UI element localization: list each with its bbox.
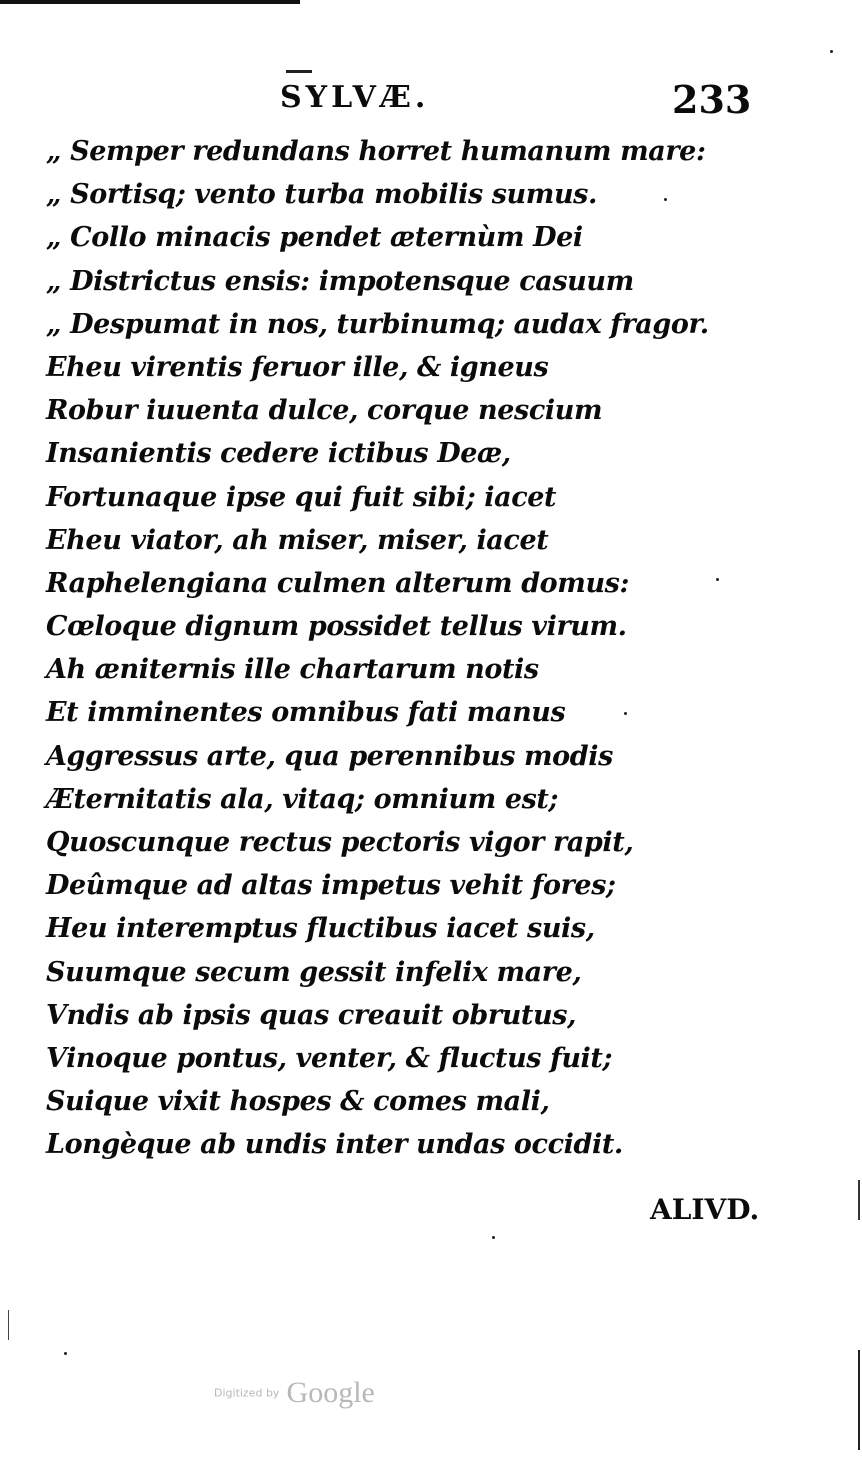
scan-edge-left (8, 1310, 9, 1340)
poem-line: Cœloque dignum possidet tellus virum. (46, 611, 627, 643)
poem-line: Deûmque ad altas impetus vehit fores; (46, 870, 616, 902)
poem-line: „ Districtus ensis: impotensque casuum (46, 265, 634, 297)
poem-line: „ Collo minacis pendet æternùm Dei (46, 222, 583, 254)
scan-speck (716, 578, 719, 581)
poem-line: Quoscunque rectus pectoris vigor rapit, (46, 827, 634, 858)
poem-line: Eheu viator, ah miser, miser, iacet (46, 524, 549, 556)
poem-line: Vinoque pontus, venter, & fluctus fuit; (46, 1042, 613, 1074)
poem-line: Vndis ab ipsis quas creauit obrutus, (46, 999, 577, 1031)
poem-line: „ Despumat in nos, turbinumq; audax fragor. (46, 308, 709, 340)
digitized-by-label: Digitized by (214, 1386, 280, 1400)
scan-edge-right-upper (858, 1180, 860, 1220)
digitization-watermark (214, 1376, 375, 1410)
poem-line: „ Semper redundans horret humanum mare: (46, 136, 706, 167)
header-rule (286, 70, 312, 73)
poem-line: Et imminentes omnibus fati manus (46, 697, 566, 729)
poem-line: Fortunaque ipse qui fuit sibi; iacet (46, 481, 557, 513)
poem-line: Raphelengiana culmen alterum domus: (46, 567, 630, 599)
poem-line: Insanientis cedere ictibus Deæ, (46, 438, 511, 470)
poem-line: Æternitatis ala, vitaq; omnium est; (46, 783, 559, 815)
poem-line: Ah æniternis ille chartarum notis (46, 654, 539, 686)
scan-speck (492, 1236, 495, 1239)
poem-line: Suique vixit hospes & comes mali, (46, 1086, 550, 1118)
poem-line: Longèque ab undis inter undas occidit. (46, 1129, 623, 1161)
poem-text (46, 130, 709, 1167)
poem-line: Suumque secum gessit infelix mare, (46, 956, 582, 988)
scan-edge-right (858, 1350, 860, 1450)
page-number: 233 (672, 77, 752, 122)
scan-speck (830, 50, 833, 53)
poem-line: Aggressus arte, qua perennibus modis (46, 740, 613, 772)
poem-line: Robur iuuenta dulce, corque nescium (46, 395, 603, 427)
scan-edge-top (0, 0, 300, 4)
poem-line: „ Sortisq; vento turba mobilis sumus. (46, 179, 597, 211)
catchword: ALIVD. (650, 1193, 760, 1226)
running-title: SYLVÆ. (280, 80, 430, 115)
poem-line: Heu interemptus fluctibus iacet suis, (46, 913, 595, 945)
google-wordmark: Google (286, 1376, 375, 1409)
poem-line: Eheu virentis feruor ille, & igneus (46, 351, 549, 383)
scan-speck (64, 1352, 67, 1355)
